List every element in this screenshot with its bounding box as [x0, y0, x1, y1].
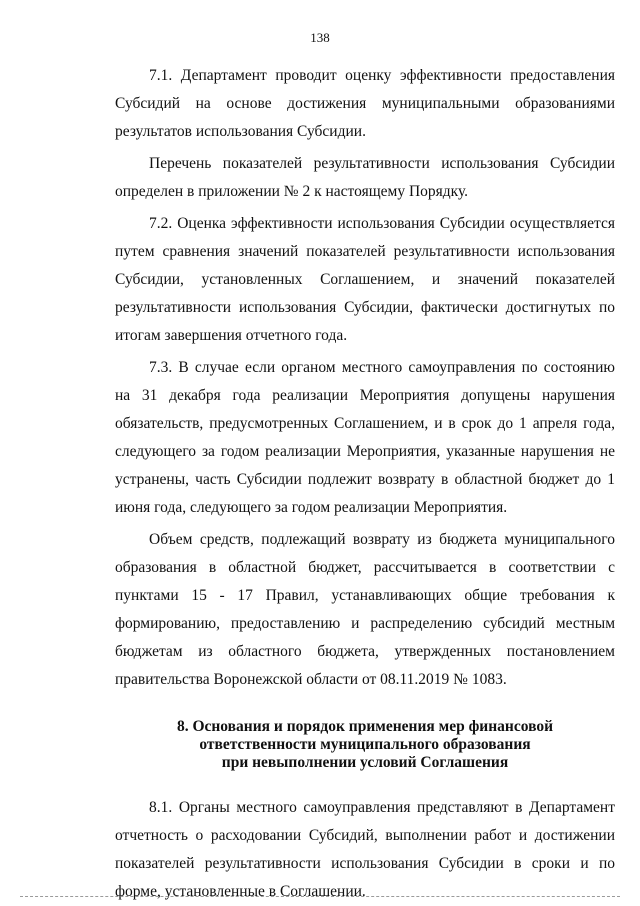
page-bottom-divider — [20, 896, 620, 897]
paragraph-8-1: 8.1. Органы местного самоуправления представляют в Департамент отчетность о расходовании Субсидий, выполнении работ и достижении показателей результативности использования Субсидии в сроки и по форме, установленные в Соглашении. — [115, 799, 615, 900]
paragraph-7-1: 7.1. Департамент проводит оценку эффективности предоставления Субсидий на основе достижения муниципальными образованиями результатов использования Субсидии. — [115, 67, 615, 140]
document-body — [115, 62, 615, 906]
section-heading-line: ответственности муниципального образования — [199, 736, 531, 753]
paragraph-refund-volume: Объем средств, подлежащий возврату из бюджета муниципального образования в областной бюджет, рассчитывается в соответствии с пунктами 15 - 17 Правил, устанавливающих общие требования к формированию, предоставлению и распределению субсидий местным бюджетам из областного бюджета, утвержденных постановлением правительства Воронежской области от 08.11.2019 № 1083. — [115, 531, 615, 688]
paragraph-7-2: 7.2. Оценка эффективности использования Субсидии осуществляется путем сравнения значений показателей результативности использования Субсидии, установленных Соглашением, и значений показателей результативности использования Субсидии, фактически достигнутых по итогам завершения отчетного года. — [115, 215, 615, 344]
section-heading-line: 8. Основания и порядок применения мер финансовой — [176, 718, 554, 735]
section-heading-line: при невыполнении условий Соглашения — [221, 754, 509, 771]
paragraph-7-3: 7.3. В случае если органом местного самоуправления по состоянию на 31 декабря года реализации Мероприятия допущены нарушения обязательств, предусмотренных Соглашением, и в срок до 1 апреля года, следующего за годом реализации Мероприятия, указанные нарушения не устранены, часть Субсидии подлежит возврату в областной бюджет до 1 июня года, следующего за годом реализации Мероприятия. — [115, 359, 615, 516]
page-number: 138 — [310, 30, 330, 45]
paragraph-indicators-list: Перечень показателей результативности использования Субсидии определен в приложении № 2 к настоящему Порядку. — [115, 155, 615, 200]
section-8-heading — [115, 718, 615, 772]
